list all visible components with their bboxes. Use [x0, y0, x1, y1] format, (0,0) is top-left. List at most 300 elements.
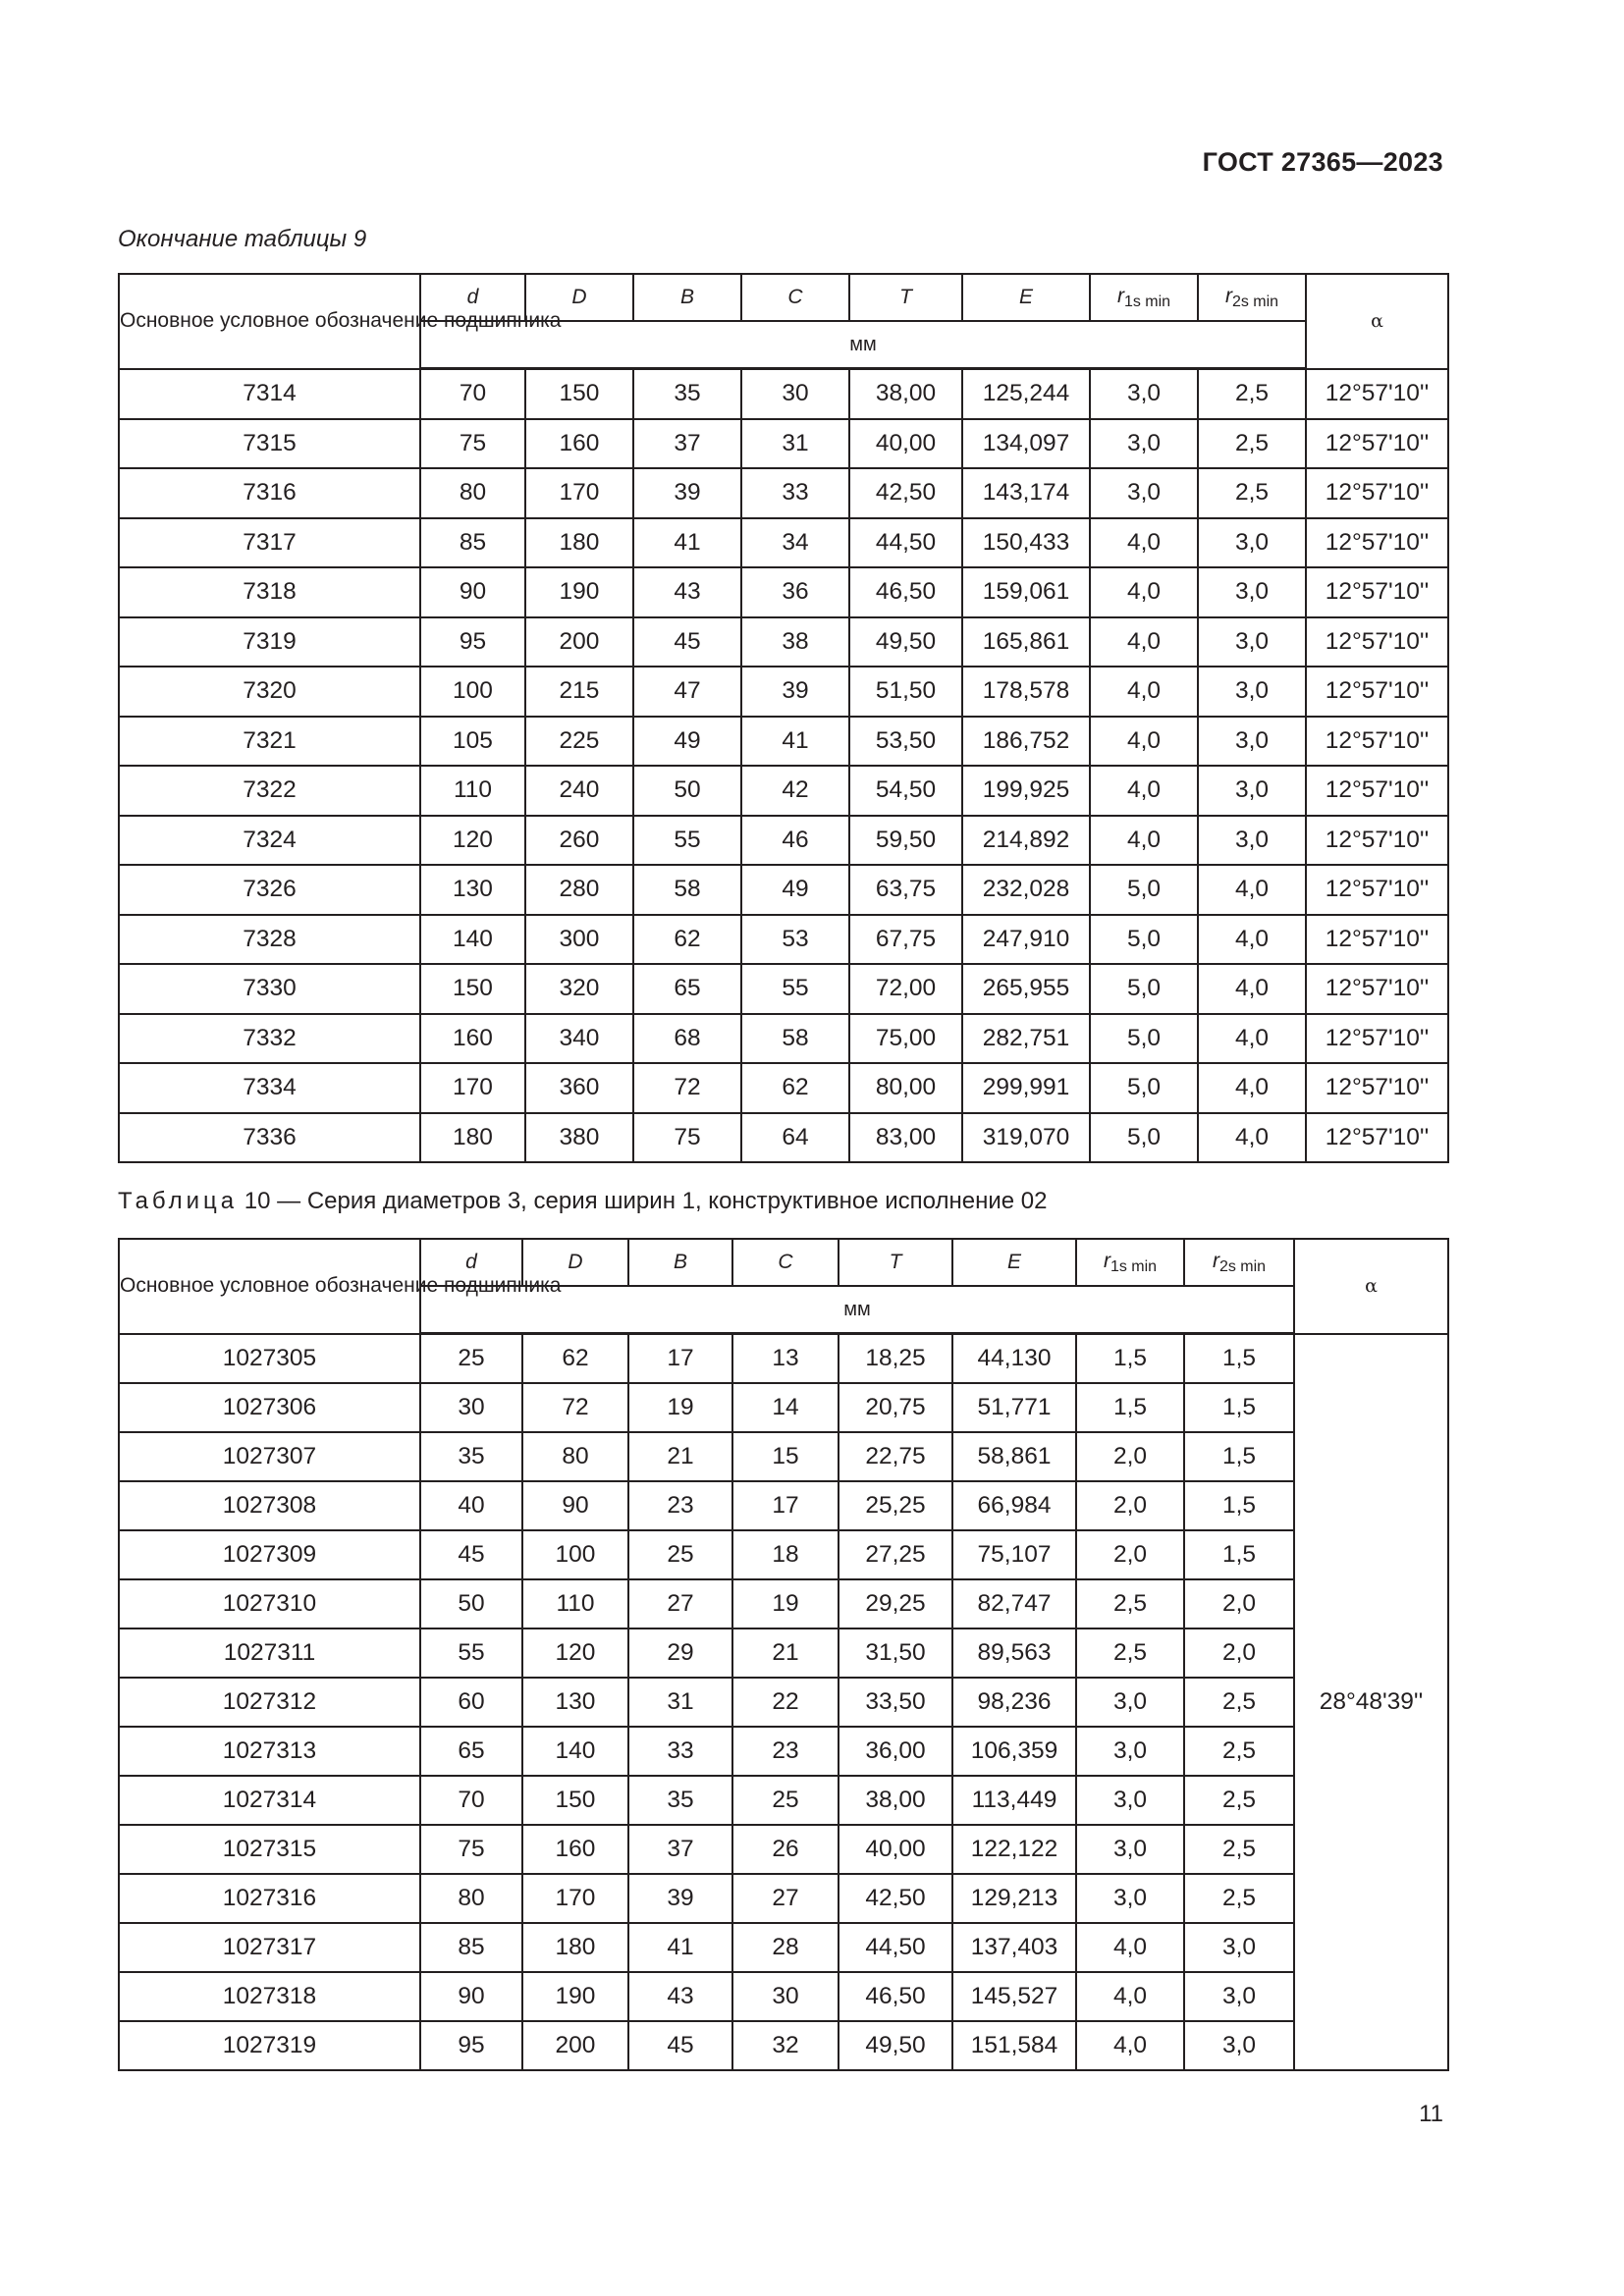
table-row: [119, 1972, 1448, 2021]
table-cell: 80: [420, 468, 525, 518]
table-cell: 360: [525, 1063, 633, 1113]
table-cell: 12°57'10'': [1306, 567, 1448, 617]
table-cell: 2,0: [1184, 1629, 1294, 1678]
table-row: [119, 964, 1448, 1014]
table-cell: 199,925: [962, 766, 1090, 816]
table-cell: 2,5: [1076, 1579, 1184, 1629]
table-cell: 42,50: [849, 468, 962, 518]
table-cell: 66,984: [952, 1481, 1076, 1530]
table-cell: 62: [522, 1334, 628, 1384]
table-cell: 43: [633, 567, 741, 617]
table-cell: 134,097: [962, 419, 1090, 469]
table-cell: 3,0: [1076, 1825, 1184, 1874]
table-cell: 17: [628, 1334, 732, 1384]
table-cell: 280: [525, 865, 633, 915]
table-cell: 299,991: [962, 1063, 1090, 1113]
table-cell: 1,5: [1184, 1481, 1294, 1530]
table-cell: 26: [732, 1825, 839, 1874]
table-cell: 23: [732, 1727, 839, 1776]
table-cell: 12°57'10'': [1306, 667, 1448, 717]
table-cell: 4,0: [1198, 915, 1306, 965]
table-cell: 45: [633, 617, 741, 667]
table-cell: 50: [633, 766, 741, 816]
table-cell: 27,25: [839, 1530, 952, 1579]
table-cell: 7316: [119, 468, 420, 518]
table-cell: 145,527: [952, 1972, 1076, 2021]
table-cell: 1027311: [119, 1629, 420, 1678]
table-cell: 51,771: [952, 1383, 1076, 1432]
table-row: [119, 419, 1448, 469]
table-cell: 39: [741, 667, 849, 717]
table-cell: 3,0: [1184, 1923, 1294, 1972]
table-cell: 17: [732, 1481, 839, 1530]
table-cell: 200: [522, 2021, 628, 2070]
table-cell: 25: [732, 1776, 839, 1825]
table-cell: 4,0: [1198, 1014, 1306, 1064]
table-cell: 180: [522, 1923, 628, 1972]
table-cell: 110: [420, 766, 525, 816]
table-cell: 1027318: [119, 1972, 420, 2021]
table-row: [119, 369, 1448, 419]
col-header-E: E: [962, 274, 1090, 321]
table-cell: 3,0: [1076, 1874, 1184, 1923]
table-cell: 3,0: [1198, 617, 1306, 667]
table-cell: 12°57'10'': [1306, 766, 1448, 816]
table-cell: 19: [628, 1383, 732, 1432]
table-cell: 29: [628, 1629, 732, 1678]
table-cell: 3,0: [1198, 518, 1306, 568]
table-cell: 31,50: [839, 1629, 952, 1678]
table-row: [119, 766, 1448, 816]
table-cell: 13: [732, 1334, 839, 1384]
table-cell: 7317: [119, 518, 420, 568]
table-cell: 55: [633, 816, 741, 866]
table-row: [119, 1063, 1448, 1113]
table-cell: 62: [741, 1063, 849, 1113]
table-cell: 160: [522, 1825, 628, 1874]
table-cell: 75,107: [952, 1530, 1076, 1579]
table-cell: 42: [741, 766, 849, 816]
table-cell: 265,955: [962, 964, 1090, 1014]
table-cell: 7319: [119, 617, 420, 667]
r2-subscript: 2s min: [1231, 293, 1279, 310]
table-cell: 4,0: [1198, 964, 1306, 1014]
r1-subscript: 1s min: [1123, 293, 1171, 310]
table-cell: 120: [420, 816, 525, 866]
table-cell: 180: [525, 518, 633, 568]
table-cell: 72: [522, 1383, 628, 1432]
table-cell: 113,449: [952, 1776, 1076, 1825]
table-cell: 30: [420, 1383, 522, 1432]
table-cell: 120: [522, 1629, 628, 1678]
table-row: [119, 816, 1448, 866]
unit-label: мм: [420, 321, 1306, 369]
table-cell: 190: [525, 567, 633, 617]
table-cell: 80,00: [849, 1063, 962, 1113]
table-row: [119, 1432, 1448, 1481]
table-cell: 58,861: [952, 1432, 1076, 1481]
table-cell: 1,5: [1076, 1383, 1184, 1432]
table-cell: 160: [525, 419, 633, 469]
table-cell: 137,403: [952, 1923, 1076, 1972]
table-cell: 46,50: [849, 567, 962, 617]
table-cell: 2,5: [1198, 369, 1306, 419]
table-cell: 12°57'10'': [1306, 1014, 1448, 1064]
table-cell: 12°57'10'': [1306, 518, 1448, 568]
table-cell: 75: [420, 419, 525, 469]
table-cell: 1027306: [119, 1383, 420, 1432]
table-cell: 40,00: [849, 419, 962, 469]
table-cell: 37: [633, 419, 741, 469]
col-header-r1s-min: [1090, 274, 1198, 321]
table-cell: 27: [732, 1874, 839, 1923]
table-cell: 49: [741, 865, 849, 915]
table-cell: 320: [525, 964, 633, 1014]
col-header-alpha: α: [1294, 1239, 1448, 1334]
table-cell: 3,0: [1198, 667, 1306, 717]
table-cell: 4,0: [1076, 1972, 1184, 2021]
table-10: [118, 1238, 1449, 2071]
table-cell: 170: [522, 1874, 628, 1923]
table-row: [119, 717, 1448, 767]
table-row: [119, 518, 1448, 568]
alpha-merged-cell: 28°48'39'': [1294, 1334, 1448, 2071]
col-header-designation: Основное условное обозначение подшипника: [119, 274, 420, 369]
table-cell: 80: [420, 1874, 522, 1923]
table-cell: 98,236: [952, 1678, 1076, 1727]
table-row: [119, 1481, 1448, 1530]
table-cell: 44,50: [849, 518, 962, 568]
table-cell: 100: [420, 667, 525, 717]
table-cell: 1,5: [1184, 1383, 1294, 1432]
table-cell: 1,5: [1184, 1530, 1294, 1579]
table-cell: 3,0: [1198, 816, 1306, 866]
table-cell: 3,0: [1076, 1727, 1184, 1776]
table-cell: 50: [420, 1579, 522, 1629]
table-cell: 7315: [119, 419, 420, 469]
table-row: [119, 1678, 1448, 1727]
table-cell: 80: [522, 1432, 628, 1481]
table-cell: 5,0: [1090, 1113, 1198, 1163]
table-cell: 1027305: [119, 1334, 420, 1384]
table-cell: 3,0: [1076, 1776, 1184, 1825]
table-cell: 31: [741, 419, 849, 469]
table-cell: 2,5: [1076, 1629, 1184, 1678]
table-cell: 72,00: [849, 964, 962, 1014]
table-cell: 54,50: [849, 766, 962, 816]
table-cell: 340: [525, 1014, 633, 1064]
table-cell: 38,00: [839, 1776, 952, 1825]
table-cell: 39: [628, 1874, 732, 1923]
unit-label: мм: [420, 1286, 1294, 1334]
table-cell: 4,0: [1198, 1063, 1306, 1113]
table-cell: 7334: [119, 1063, 420, 1113]
table-cell: 58: [741, 1014, 849, 1064]
table-cell: 20,75: [839, 1383, 952, 1432]
table-row: [119, 617, 1448, 667]
table-cell: 2,0: [1076, 1432, 1184, 1481]
table-cell: 1027317: [119, 1923, 420, 1972]
table-cell: 72: [633, 1063, 741, 1113]
table-cell: 12°57'10'': [1306, 717, 1448, 767]
table-cell: 41: [741, 717, 849, 767]
table-row: [119, 865, 1448, 915]
table-cell: 44,50: [839, 1923, 952, 1972]
table-cell: 2,5: [1184, 1874, 1294, 1923]
table-cell: 90: [420, 1972, 522, 2021]
table-cell: 7322: [119, 766, 420, 816]
table-cell: 63,75: [849, 865, 962, 915]
table-cell: 1027310: [119, 1579, 420, 1629]
table-cell: 35: [420, 1432, 522, 1481]
table-cell: 2,5: [1184, 1678, 1294, 1727]
table-cell: 45: [420, 1530, 522, 1579]
table-cell: 143,174: [962, 468, 1090, 518]
table-cell: 36: [741, 567, 849, 617]
table-row: [119, 1383, 1448, 1432]
table-row: [119, 915, 1448, 965]
table-cell: 33,50: [839, 1678, 952, 1727]
table-cell: 12°57'10'': [1306, 816, 1448, 866]
table-cell: 5,0: [1090, 915, 1198, 965]
table-cell: 75,00: [849, 1014, 962, 1064]
table-cell: 4,0: [1090, 667, 1198, 717]
table-cell: 4,0: [1090, 816, 1198, 866]
table-cell: 7320: [119, 667, 420, 717]
col-header-r2s-min: [1184, 1239, 1294, 1286]
table-cell: 65: [420, 1727, 522, 1776]
table-cell: 53,50: [849, 717, 962, 767]
table-cell: 75: [633, 1113, 741, 1163]
table-row: [119, 1727, 1448, 1776]
document-standard-header: ГОСТ 27365—2023: [1202, 147, 1443, 177]
table-cell: 2,5: [1198, 468, 1306, 518]
table9-body: [119, 369, 1448, 1163]
table-cell: 110: [522, 1579, 628, 1629]
table-cell: 122,122: [952, 1825, 1076, 1874]
table-cell: 12°57'10'': [1306, 1113, 1448, 1163]
table-cell: 232,028: [962, 865, 1090, 915]
table-cell: 150: [420, 964, 525, 1014]
table-cell: 58: [633, 865, 741, 915]
table-cell: 29,25: [839, 1579, 952, 1629]
table-cell: 170: [525, 468, 633, 518]
table-cell: 44,130: [952, 1334, 1076, 1384]
table-cell: 1027314: [119, 1776, 420, 1825]
table-cell: 25,25: [839, 1481, 952, 1530]
table-cell: 25: [628, 1530, 732, 1579]
table-cell: 38,00: [849, 369, 962, 419]
table-cell: 41: [628, 1923, 732, 1972]
table-cell: 130: [420, 865, 525, 915]
table-cell: 33: [741, 468, 849, 518]
table-cell: 1027319: [119, 2021, 420, 2070]
table-cell: 5,0: [1090, 1063, 1198, 1113]
table-cell: 15: [732, 1432, 839, 1481]
table-row: [119, 1629, 1448, 1678]
col-header-alpha: α: [1306, 274, 1448, 369]
table-cell: 51,50: [849, 667, 962, 717]
table-cell: 4,0: [1090, 567, 1198, 617]
table-cell: 7324: [119, 816, 420, 866]
table-cell: 12°57'10'': [1306, 865, 1448, 915]
table-cell: 68: [633, 1014, 741, 1064]
table-cell: 140: [420, 915, 525, 965]
table-row: [119, 667, 1448, 717]
table-cell: 165,861: [962, 617, 1090, 667]
table-cell: 40,00: [839, 1825, 952, 1874]
table-cell: 49: [633, 717, 741, 767]
table-cell: 247,910: [962, 915, 1090, 965]
table-cell: 1027315: [119, 1825, 420, 1874]
table-cell: 7321: [119, 717, 420, 767]
table-cell: 2,0: [1076, 1481, 1184, 1530]
table-cell: 28: [732, 1923, 839, 1972]
table-cell: 5,0: [1090, 964, 1198, 1014]
table-row: [119, 1579, 1448, 1629]
table10-body: [119, 1334, 1448, 2071]
table-cell: 65: [633, 964, 741, 1014]
table-cell: 3,0: [1198, 717, 1306, 767]
table-cell: 21: [628, 1432, 732, 1481]
table-9: [118, 273, 1449, 1163]
table-cell: 22,75: [839, 1432, 952, 1481]
table-cell: 1027308: [119, 1481, 420, 1530]
table-cell: 4,0: [1090, 617, 1198, 667]
table-cell: 190: [522, 1972, 628, 2021]
table-cell: 7314: [119, 369, 420, 419]
table-cell: 1,5: [1184, 1334, 1294, 1384]
table-cell: 46,50: [839, 1972, 952, 2021]
table-cell: 180: [420, 1113, 525, 1163]
r1-symbol: r: [1103, 1249, 1110, 1272]
table-cell: 100: [522, 1530, 628, 1579]
table-row: [119, 1530, 1448, 1579]
table-cell: 3,0: [1090, 369, 1198, 419]
table-cell: 42,50: [839, 1874, 952, 1923]
table-cell: 150,433: [962, 518, 1090, 568]
table-cell: 85: [420, 518, 525, 568]
table-row: [119, 1014, 1448, 1064]
table-cell: 21: [732, 1629, 839, 1678]
table-cell: 89,563: [952, 1629, 1076, 1678]
table-cell: 83,00: [849, 1113, 962, 1163]
col-header-r2s-min: [1198, 274, 1306, 321]
table-cell: 33: [628, 1727, 732, 1776]
table-cell: 7318: [119, 567, 420, 617]
table-cell: 59,50: [849, 816, 962, 866]
table-row: [119, 1874, 1448, 1923]
table-cell: 125,244: [962, 369, 1090, 419]
table-cell: 1,5: [1184, 1432, 1294, 1481]
r1-subscript: 1s min: [1110, 1257, 1158, 1275]
table-row: [119, 1776, 1448, 1825]
table-cell: 1027309: [119, 1530, 420, 1579]
table-cell: 49,50: [839, 2021, 952, 2070]
table-cell: 70: [420, 369, 525, 419]
table-cell: 225: [525, 717, 633, 767]
r1-symbol: r: [1116, 284, 1124, 307]
col-header-D: D: [525, 274, 633, 321]
table10-caption-word: Таблица: [118, 1188, 239, 1214]
table-cell: 38: [741, 617, 849, 667]
col-header-E: E: [952, 1239, 1076, 1286]
table-cell: 7336: [119, 1113, 420, 1163]
table-cell: 2,0: [1184, 1579, 1294, 1629]
table-cell: 106,359: [952, 1727, 1076, 1776]
table-cell: 282,751: [962, 1014, 1090, 1064]
table-cell: 1027312: [119, 1678, 420, 1727]
table-cell: 260: [525, 816, 633, 866]
table-cell: 35: [628, 1776, 732, 1825]
table-cell: 186,752: [962, 717, 1090, 767]
col-header-r1s-min: [1076, 1239, 1184, 1286]
table-cell: 160: [420, 1014, 525, 1064]
table-cell: 200: [525, 617, 633, 667]
table-row: [119, 2021, 1448, 2070]
col-header-d: d: [420, 274, 525, 321]
table-cell: 40: [420, 1481, 522, 1530]
table-cell: 31: [628, 1678, 732, 1727]
table-cell: 95: [420, 617, 525, 667]
table-cell: 35: [633, 369, 741, 419]
col-header-designation: Основное условное обозначение подшипника: [119, 1239, 420, 1334]
col-header-C: C: [732, 1239, 839, 1286]
table-cell: 82,747: [952, 1579, 1076, 1629]
table-cell: 4,0: [1090, 717, 1198, 767]
r2-symbol: r: [1224, 284, 1232, 307]
table-cell: 23: [628, 1481, 732, 1530]
table-cell: 12°57'10'': [1306, 369, 1448, 419]
table-cell: 85: [420, 1923, 522, 1972]
table-cell: 37: [628, 1825, 732, 1874]
table-cell: 215: [525, 667, 633, 717]
table-cell: 140: [522, 1727, 628, 1776]
page-number: 11: [1419, 2101, 1443, 2127]
table-cell: 3,0: [1184, 1972, 1294, 2021]
table-row: [119, 1825, 1448, 1874]
table-cell: 178,578: [962, 667, 1090, 717]
table-cell: 4,0: [1198, 865, 1306, 915]
table-cell: 3,0: [1184, 2021, 1294, 2070]
table-cell: 3,0: [1090, 419, 1198, 469]
table-cell: 64: [741, 1113, 849, 1163]
table10-caption-text: 10 — Серия диаметров 3, серия ширин 1, конструктивное исполнение 02: [244, 1188, 1048, 1214]
table-cell: 41: [633, 518, 741, 568]
table-cell: 319,070: [962, 1113, 1090, 1163]
table-cell: 4,0: [1090, 518, 1198, 568]
table-row: [119, 1113, 1448, 1163]
table-cell: 7328: [119, 915, 420, 965]
table-cell: 12°57'10'': [1306, 1063, 1448, 1113]
table-cell: 55: [420, 1629, 522, 1678]
table-cell: 129,213: [952, 1874, 1076, 1923]
table-cell: 240: [525, 766, 633, 816]
table-cell: 5,0: [1090, 1014, 1198, 1064]
table-cell: 47: [633, 667, 741, 717]
table-cell: 18,25: [839, 1334, 952, 1384]
table-cell: 150: [525, 369, 633, 419]
table-cell: 4,0: [1076, 1923, 1184, 1972]
table-cell: 105: [420, 717, 525, 767]
table9-caption: Окончание таблицы 9: [118, 226, 367, 252]
col-header-T: T: [849, 274, 962, 321]
table-cell: 2,5: [1198, 419, 1306, 469]
table-cell: 3,0: [1198, 567, 1306, 617]
table-row: [119, 1923, 1448, 1972]
table-cell: 130: [522, 1678, 628, 1727]
table-cell: 18: [732, 1530, 839, 1579]
